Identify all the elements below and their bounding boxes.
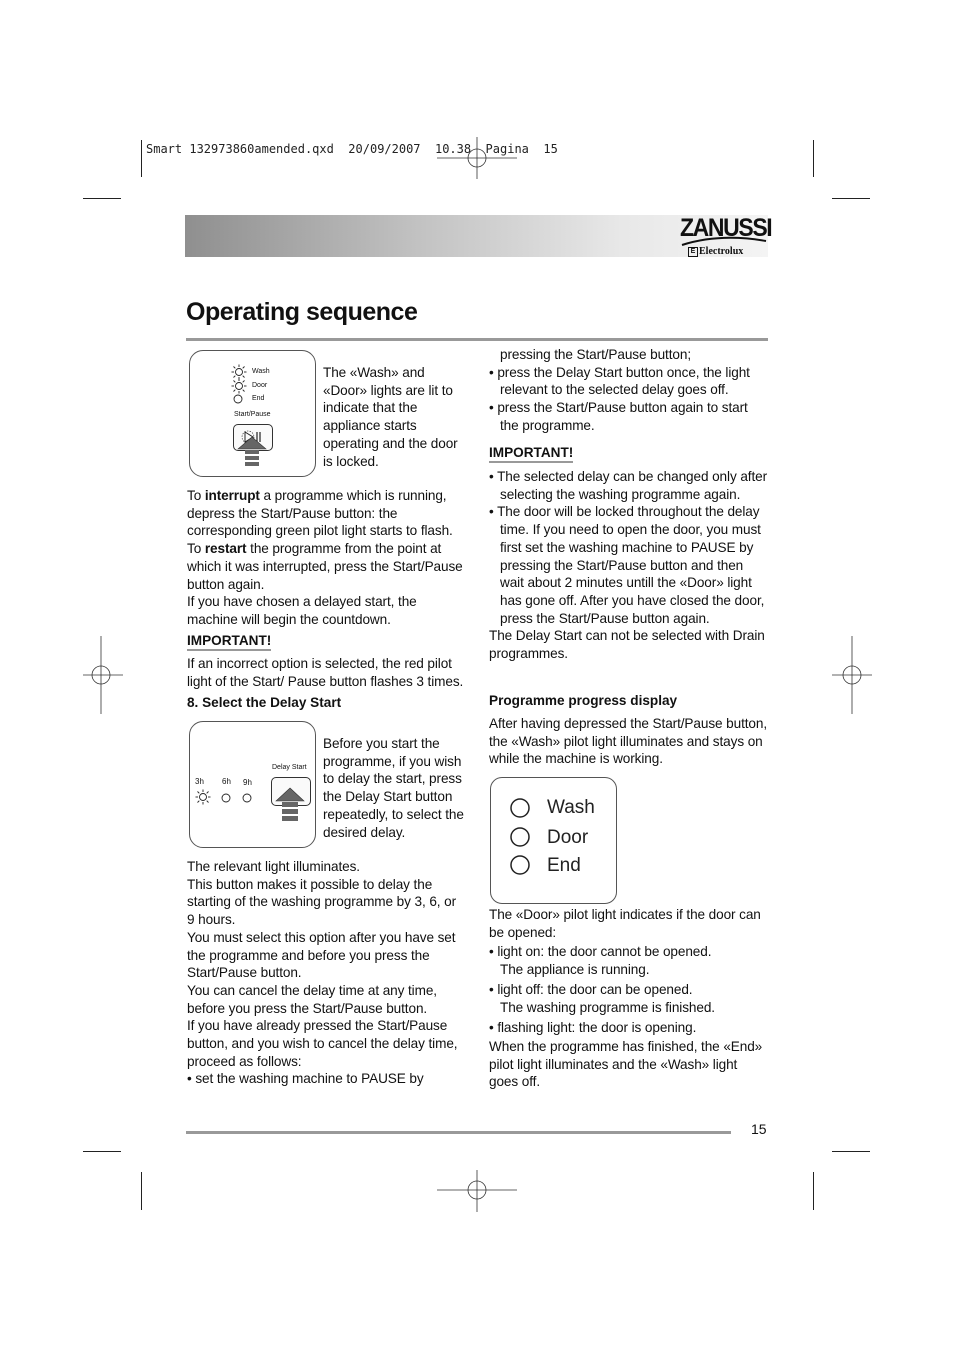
delay-para: You must select this option after you have set the programme and before you press the Start/Pause button.	[187, 929, 456, 981]
section-title: 8. Select the Delay Start	[187, 695, 342, 710]
door-state-item	[489, 943, 769, 978]
delay-9h-label: 9h	[243, 778, 252, 787]
cancel-step: • set the washing machine to PAUSE by	[187, 1071, 424, 1087]
delay-9h-light-icon	[241, 792, 253, 804]
brand-sub: Electrolux	[699, 246, 744, 257]
print-header: Smart 132973860amended.qxd 20/09/2007 10.38 Pagina 15	[146, 142, 558, 156]
page-number: 15	[751, 1121, 767, 1137]
text-run: To	[187, 488, 205, 503]
brand-logo: ZANUSSI	[680, 214, 772, 242]
progress-text: After having depressed the Start/Pause button, the «Wash» pilot light illuminates and stays on while the machine is working.	[489, 716, 768, 767]
delay-start-figure	[189, 721, 316, 848]
fig2-caption: Before you start the programme, if you wish to delay the start, press the Delay Start button repeatedly, to select the desired delay.	[323, 736, 464, 840]
delay-para: You can cancel the delay time at any time, before you press the Start/Pause button.	[187, 982, 437, 1016]
important-heading: IMPORTANT!	[489, 445, 573, 463]
wash-label: Wash	[547, 797, 595, 818]
interrupt-para	[187, 487, 467, 540]
cancel-step: • press the Start/Pause button again to start the programme.	[489, 400, 748, 433]
end-label: End	[547, 855, 581, 876]
door-light-icon	[509, 826, 531, 848]
delay-para: If you have already pressed the Start/Pause button, and you wish to cancel the delay time, proceed as follows:	[187, 1018, 458, 1069]
start-pause-label: Start/Pause	[234, 411, 271, 418]
end-label: End	[252, 395, 265, 402]
door-state-sub: The washing programme is finished.	[500, 999, 715, 1015]
control-panel-figure	[189, 350, 316, 477]
cancel-step: • press the Delay Start button once, the light relevant to the selected delay goes off.	[489, 364, 750, 398]
end-light-icon	[232, 393, 244, 405]
fig1-caption: The «Wash» and «Door» lights are lit to indicate that the appliance starts operating and the door is locked.	[323, 365, 458, 469]
delay-start-label: Delay Start	[272, 764, 307, 771]
registration-mark	[832, 636, 872, 714]
bold-term: restart	[204, 541, 247, 557]
progress-title: Programme progress display	[489, 693, 678, 708]
crop-mark	[83, 1151, 121, 1152]
crop-mark	[832, 198, 870, 199]
delay-para: The relevant light illuminates.	[187, 859, 360, 874]
footer-rule	[186, 1131, 731, 1134]
wash-light-icon	[509, 797, 531, 819]
important-bullet: • The selected delay can be changed only after selecting the washing programme again.	[489, 469, 768, 502]
door-label: Door	[252, 382, 268, 389]
press-arrow-icon	[236, 436, 268, 468]
press-arrow-icon	[274, 787, 306, 825]
delay-3h-light-icon	[195, 789, 211, 805]
important-notes	[489, 468, 767, 663]
delay-6h-light-icon	[220, 792, 232, 804]
door-state-item	[489, 1019, 769, 1037]
door-state-item	[489, 981, 769, 1016]
door-label: Door	[547, 827, 589, 848]
wash-label: Wash	[252, 368, 270, 375]
restart-para	[187, 540, 467, 593]
text-run: the programme from the point at which it was interrupted, press the Start/Pause button again.	[187, 541, 463, 592]
registration-mark	[83, 636, 123, 714]
page-title: Operating sequence	[186, 298, 418, 326]
interrupt-section	[187, 487, 467, 629]
door-state-bullet: • flashing light: the door is opening.	[489, 1020, 697, 1035]
crop-mark	[832, 1151, 870, 1152]
door-state-bullet: • light on: the door cannot be opened.	[489, 944, 712, 959]
countdown-para: If you have chosen a delayed start, the machine will begin the countdown.	[187, 594, 417, 627]
important-bullet: • The door will be locked throughout the delay time. If you need to open the door, you must first set the washing machine to PAUSE by pressing the Start/Pause button and then wait about 2 minutes untill the «Door» light has gone off. After you have closed the door, press the Start/Pause button again.	[489, 504, 765, 626]
delay-para: This button makes it possible to delay the starting of the washing programme by 3, 6, or 9 hours.	[187, 876, 457, 928]
door-state-bullet: • light off: the door can be opened.	[489, 982, 693, 997]
registration-mark	[437, 1170, 517, 1212]
crop-mark	[83, 198, 121, 199]
door-state-sub: The appliance is running.	[500, 961, 650, 977]
text-run: To	[187, 541, 205, 557]
delay-details	[187, 858, 467, 1088]
door-light-icon	[231, 378, 247, 394]
crop-mark	[813, 1172, 814, 1210]
cancel-steps	[489, 346, 767, 435]
delay-6h-label: 6h	[222, 777, 231, 786]
end-light-icon	[509, 854, 531, 876]
bold-term: interrupt	[204, 488, 260, 503]
important-note: If an incorrect option is selected, the red pilot light of the Start/ Pause button flashes 3 times.	[187, 656, 464, 689]
crop-mark	[813, 140, 814, 177]
end-text: When the programme has finished, the «End» pilot light illuminates and the «Wash» light goes off.	[489, 1039, 763, 1090]
cancel-step-cont: pressing the Start/Pause button;	[500, 347, 692, 362]
electrolux-icon: E	[688, 247, 698, 257]
important-heading: IMPORTANT!	[187, 633, 271, 651]
crop-mark	[141, 140, 142, 177]
title-rule	[186, 338, 768, 341]
crop-mark	[141, 1172, 142, 1210]
text-run: a programme which is running, depress the Start/Pause button: the corresponding green pilot light starts to flash.	[187, 488, 453, 539]
progress-display-figure	[490, 777, 617, 904]
delay-3h-label: 3h	[195, 777, 204, 786]
drain-note: The Delay Start can not be selected with Drain programmes.	[489, 628, 765, 662]
door-intro: The «Door» pilot light indicates if the door can be opened:	[489, 907, 761, 940]
